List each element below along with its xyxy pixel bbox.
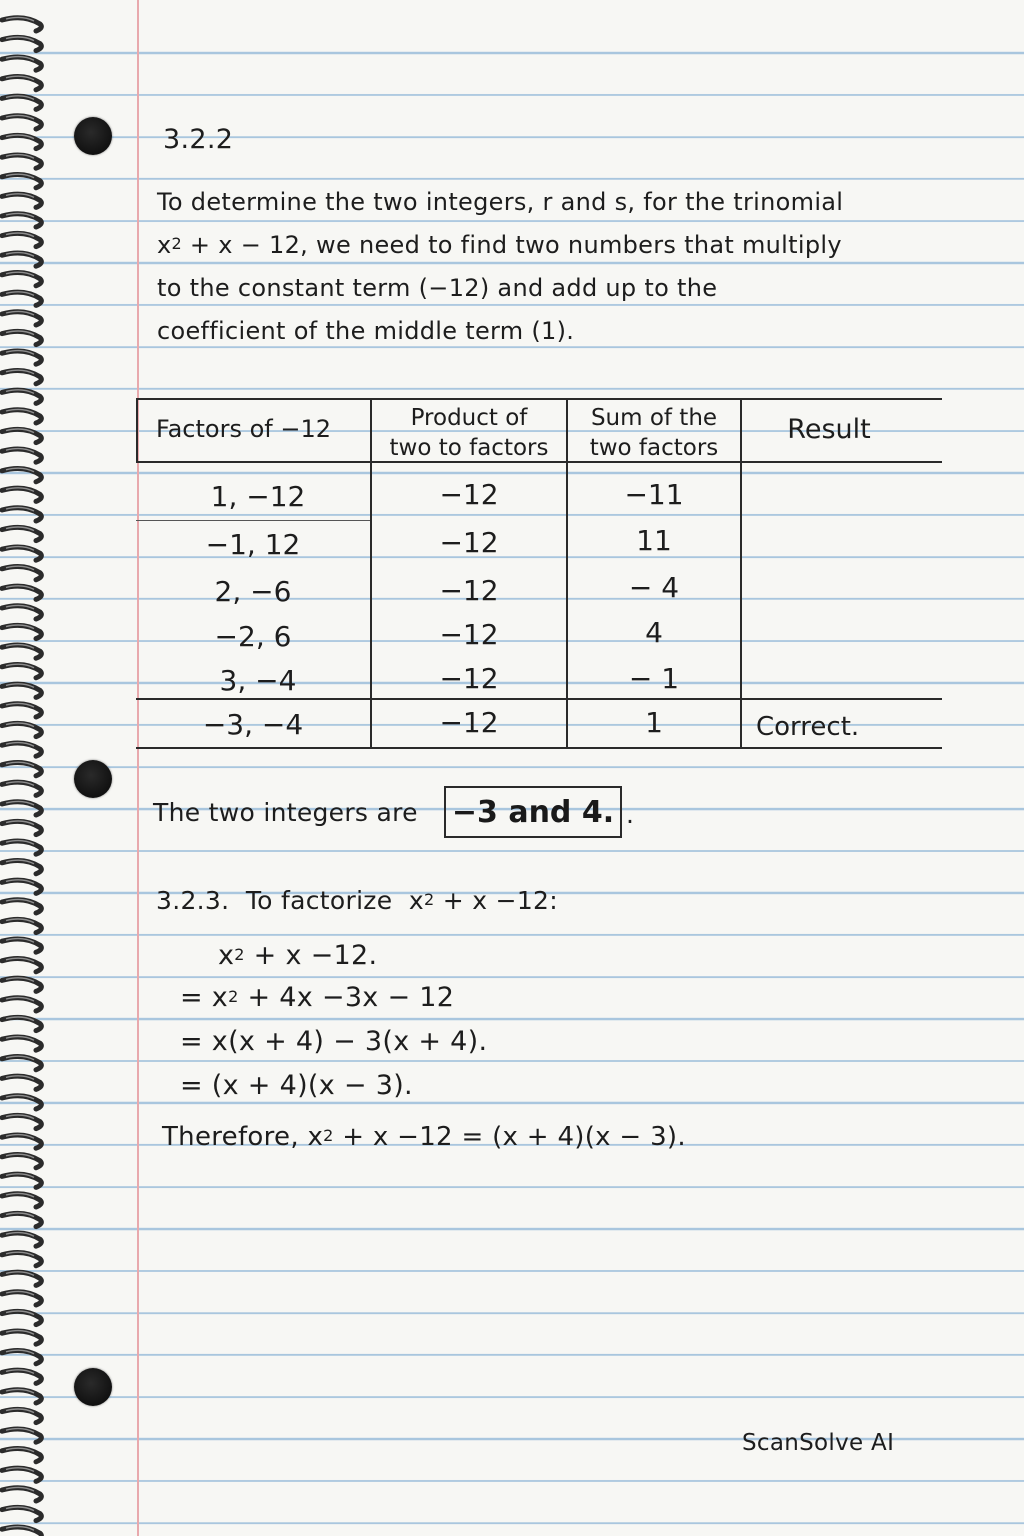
spiral-coil: [2, 449, 41, 462]
cell-product: −12: [439, 526, 499, 559]
cell-factors: −3, −4: [202, 708, 304, 741]
section-3-2-3: 3.2.3. To factorize $x^2 + x -12$:: [156, 886, 558, 915]
cell-result: [742, 472, 942, 518]
punch-hole: [74, 117, 112, 155]
spiral-coil: [2, 1194, 41, 1207]
cell-sum: 4: [645, 616, 663, 649]
spiral-coil: [2, 900, 41, 913]
intro-line-2: $x^2 + x - 12$, we need to find two numbers that multiply: [157, 231, 842, 259]
cell-result: [742, 610, 942, 656]
spiral-coil: [2, 1507, 41, 1520]
conclusion-period: .: [626, 800, 635, 829]
spiral-coil: [2, 155, 41, 168]
spiral-coil: [2, 547, 41, 560]
spiral-coil: [2, 743, 41, 756]
spiral-coil: [2, 919, 41, 932]
spiral-coil: [2, 959, 41, 972]
spiral-coil: [2, 469, 41, 482]
spiral-coil: [2, 665, 41, 678]
punch-hole: [74, 1368, 112, 1406]
spiral-coil: [2, 586, 41, 599]
spiral-coil: [2, 861, 41, 874]
spiral-coil: [2, 253, 41, 266]
spiral-coil: [2, 1213, 41, 1226]
spiral-coil: [2, 1468, 41, 1481]
header-sum-line1: Sum of the: [590, 405, 718, 431]
header-factors: Factors of −12: [156, 415, 332, 443]
cell-product: −12: [439, 662, 499, 695]
spiral-coil: [2, 684, 41, 697]
spiral-coil: [2, 1253, 41, 1266]
cell-factors: 1, −12: [210, 480, 306, 513]
cell-factors: 2, −6: [214, 575, 292, 608]
answer-box: −3 and 4.: [444, 786, 622, 838]
spiral-coil: [2, 567, 41, 580]
cell-product: −12: [439, 574, 499, 607]
step-1: $x^2 + x -12$.: [218, 940, 378, 971]
spiral-coil: [2, 96, 41, 109]
spiral-coil: [2, 312, 41, 325]
spiral-coil: [2, 194, 41, 207]
spiral-coil: [2, 351, 41, 364]
cell-factors: −1, 12: [205, 528, 301, 561]
spiral-coil: [2, 1390, 41, 1403]
cell-factors: −2, 6: [214, 620, 292, 653]
spiral-coil: [2, 782, 41, 795]
spiral-coil: [2, 880, 41, 893]
cell-result: Correct.: [756, 712, 860, 742]
spiral-coil: [2, 723, 41, 736]
spiral-coil: [2, 841, 41, 854]
cell-sum: 11: [636, 524, 672, 557]
conclusion-text: The two integers are: [153, 798, 418, 827]
spiral-coil: [2, 625, 41, 638]
spiral-coil: [2, 1272, 41, 1285]
spiral-coil: [2, 645, 41, 658]
cell-product: −12: [439, 706, 499, 739]
spiral-coil: [2, 978, 41, 991]
spiral-coil: [2, 802, 41, 815]
intro-line-1: To determine the two integers, r and s, for the trinomial: [157, 188, 844, 216]
spiral-coil: [2, 273, 41, 286]
spiral-coil: [2, 410, 41, 423]
spiral-coil: [2, 1409, 41, 1422]
spiral-coil: [2, 1449, 41, 1462]
spiral-coil: [2, 175, 41, 188]
spiral-coil: [2, 1429, 41, 1442]
step-3: = x(x + 4) − 3(x + 4).: [180, 1026, 488, 1057]
cell-product: −12: [439, 478, 499, 511]
spiral-coil: [2, 1076, 41, 1089]
table-top-rule: [136, 398, 942, 400]
spiral-coil: [2, 488, 41, 501]
spiral-coil: [2, 18, 41, 31]
spiral-coil: [2, 1155, 41, 1168]
spiral-coil: [2, 939, 41, 952]
section-text: To factorize: [245, 886, 393, 915]
spiral-coil: [2, 763, 41, 776]
spiral-coil: [2, 1135, 41, 1148]
section-label: 3.2.3.: [156, 886, 230, 915]
spiral-coil: [2, 527, 41, 540]
step-2: = $x^2 + 4x -3x - 12$: [180, 982, 455, 1013]
therefore-line: Therefore, $x^2 + x -12 = (x + 4)(x - 3)$.: [162, 1122, 686, 1152]
cell-sum: − 1: [628, 662, 680, 695]
cell-product: −12: [439, 618, 499, 651]
spiral-coil: [2, 292, 41, 305]
intro-line-4: coefficient of the middle term (1).: [157, 317, 575, 345]
spiral-coil: [2, 135, 41, 148]
spiral-coil: [2, 1488, 41, 1501]
cell-result: [742, 656, 942, 702]
margin-line: [137, 0, 139, 1536]
cell-sum: −11: [624, 478, 684, 511]
spiral-coil: [2, 429, 41, 442]
spiral-coil: [2, 57, 41, 70]
spiral-coil: [2, 331, 41, 344]
header-result: Result: [787, 414, 871, 445]
spiral-coil: [2, 1057, 41, 1070]
spiral-coil: [2, 1096, 41, 1109]
spiral-binding: [0, 0, 60, 1536]
factors-table: [136, 398, 942, 750]
header-product-line1: Product of: [410, 405, 528, 431]
heading-3-2-2: 3.2.2: [163, 124, 234, 155]
spiral-coil: [2, 508, 41, 521]
spiral-coil: [2, 37, 41, 50]
spiral-coil: [2, 1037, 41, 1050]
cell-sum: 1: [645, 706, 663, 739]
intro-line-3: to the constant term (−12) and add up to the: [157, 274, 718, 302]
spiral-coil: [2, 704, 41, 717]
spiral-coil: [2, 371, 41, 384]
spiral-coil: [2, 1174, 41, 1187]
table-row-rule: [136, 520, 372, 521]
cell-sum: − 4: [628, 571, 680, 604]
header-product-line2: two to factors: [389, 435, 549, 461]
spiral-coil: [2, 116, 41, 129]
watermark: ScanSolve AI: [742, 1430, 895, 1456]
spiral-coil: [2, 390, 41, 403]
spiral-coil: [2, 1115, 41, 1128]
spiral-coil: [2, 77, 41, 90]
spiral-coil: [2, 1351, 41, 1364]
spiral-coil: [2, 1311, 41, 1324]
cell-result: [742, 565, 942, 611]
punch-hole: [74, 760, 112, 798]
spiral-coil: [2, 1017, 41, 1030]
spiral-coil: [2, 1292, 41, 1305]
header-sum-line2: two factors: [589, 435, 719, 461]
spiral-coil: [2, 821, 41, 834]
spiral-coil: [2, 606, 41, 619]
cell-factors: 3, −4: [219, 664, 297, 697]
cell-result: [742, 518, 942, 564]
step-4: = (x + 4)(x − 3).: [180, 1070, 413, 1101]
spiral-coil: [2, 1370, 41, 1383]
spiral-coil: [2, 233, 41, 246]
spiral-coil: [2, 998, 41, 1011]
spiral-coil: [2, 1331, 41, 1344]
spiral-coil: [2, 1233, 41, 1246]
spiral-coil: [2, 214, 41, 227]
